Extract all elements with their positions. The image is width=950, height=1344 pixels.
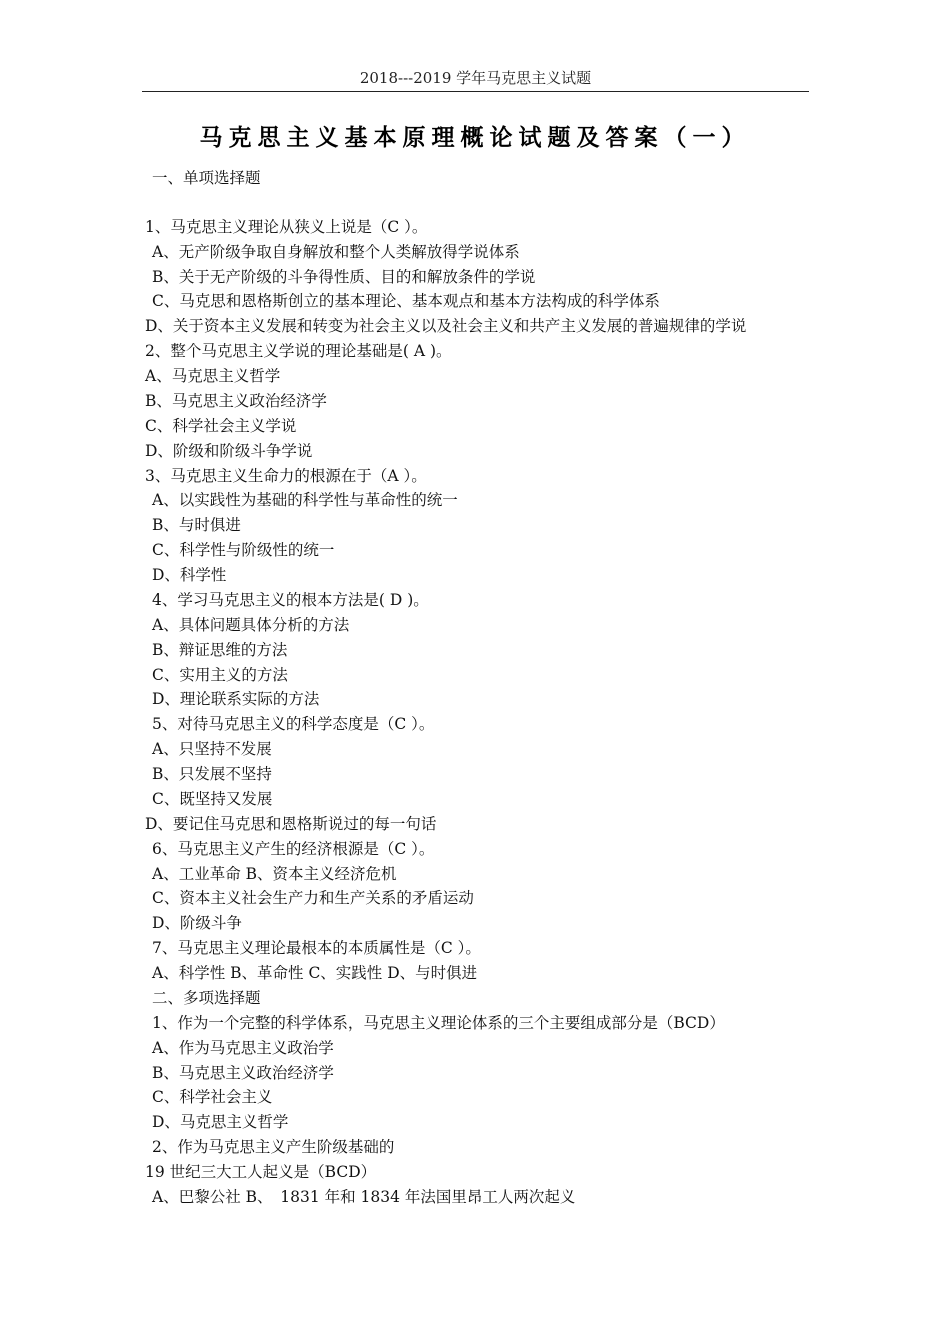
option-line: D、科学性 [152, 566, 227, 584]
option-line: B、只发展不坚持 [152, 765, 272, 783]
option-line: A、作为马克思主义政治学 [152, 1039, 334, 1057]
section-heading-multiple-choice: 二、多项选择题 [152, 989, 261, 1007]
page-header: 2018---2019 学年马克思主义试题 [142, 66, 809, 92]
option-line: B、马克思主义政治经济学 [145, 392, 327, 410]
option-line: A、只坚持不发展 [152, 740, 272, 758]
option-line: C、既坚持又发展 [152, 790, 273, 808]
option-line: A、以实践性为基础的科学性与革命性的统一 [152, 491, 458, 509]
option-line: A、马克思主义哲学 [145, 367, 281, 385]
question-2: 2、整个马克思主义学说的理论基础是( A )。 [145, 342, 452, 360]
option-line: C、科学社会主义 [152, 1088, 273, 1106]
document-title: 马克思主义基本原理概论试题及答案（一） [199, 124, 751, 151]
multi-question-1: 1、作为一个完整的科学体系，马克思主义理论体系的三个主要组成部分是（BCD） [152, 1014, 725, 1032]
question-4: 4、学习马克思主义的根本方法是( D )。 [152, 591, 429, 609]
option-line: A、巴黎公社 B、 1831 年和 1834 年法国里昂工人两次起义 [152, 1188, 576, 1206]
option-line: D、马克思主义哲学 [152, 1113, 289, 1131]
option-line: C、马克思和恩格斯创立的基本理论、基本观点和基本方法构成的科学体系 [152, 292, 660, 310]
question-1: 1、马克思主义理论从狭义上说是（C ）。 [145, 218, 428, 236]
option-line: B、关于无产阶级的斗争得性质、目的和解放条件的学说 [152, 268, 536, 286]
option-line: A、无产阶级争取自身解放和整个人类解放得学说体系 [152, 243, 520, 261]
option-line: C、科学社会主义学说 [145, 417, 297, 435]
option-line: D、阶级斗争 [152, 914, 242, 932]
option-line: D、关于资本主义发展和转变为社会主义以及社会主义和共产主义发展的普遍规律的学说 [145, 317, 747, 335]
question-3: 3、马克思主义生命力的根源在于（A ）。 [145, 467, 427, 485]
option-line: B、马克思主义政治经济学 [152, 1064, 334, 1082]
option-line: A、具体问题具体分析的方法 [152, 616, 350, 634]
multi-question-2-continued: 19 世纪三大工人起义是（BCD） [145, 1163, 377, 1181]
option-line: C、科学性与阶级性的统一 [152, 541, 335, 559]
option-line: B、辩证思维的方法 [152, 641, 288, 659]
question-6: 6、马克思主义产生的经济根源是（C ）。 [152, 840, 435, 858]
multi-question-2: 2、作为马克思主义产生阶级基础的 [152, 1138, 395, 1156]
option-line: A、工业革命 B、资本主义经济危机 [152, 865, 397, 883]
section-heading-single-choice: 一、单项选择题 [152, 169, 261, 187]
option-line: C、实用主义的方法 [152, 666, 288, 684]
option-line: B、与时俱进 [152, 516, 241, 534]
option-line: D、理论联系实际的方法 [152, 690, 320, 708]
question-7: 7、马克思主义理论最根本的本质属性是（C ）。 [152, 939, 481, 957]
option-line: D、阶级和阶级斗争学说 [145, 442, 313, 460]
option-line: C、资本主义社会生产力和生产关系的矛盾运动 [152, 889, 474, 907]
option-line: A、科学性 B、革命性 C、实践性 D、与时俱进 [152, 964, 478, 982]
option-line: D、要记住马克思和恩格斯说过的每一句话 [145, 815, 437, 833]
question-5: 5、对待马克思主义的科学态度是（C ）。 [152, 715, 435, 733]
